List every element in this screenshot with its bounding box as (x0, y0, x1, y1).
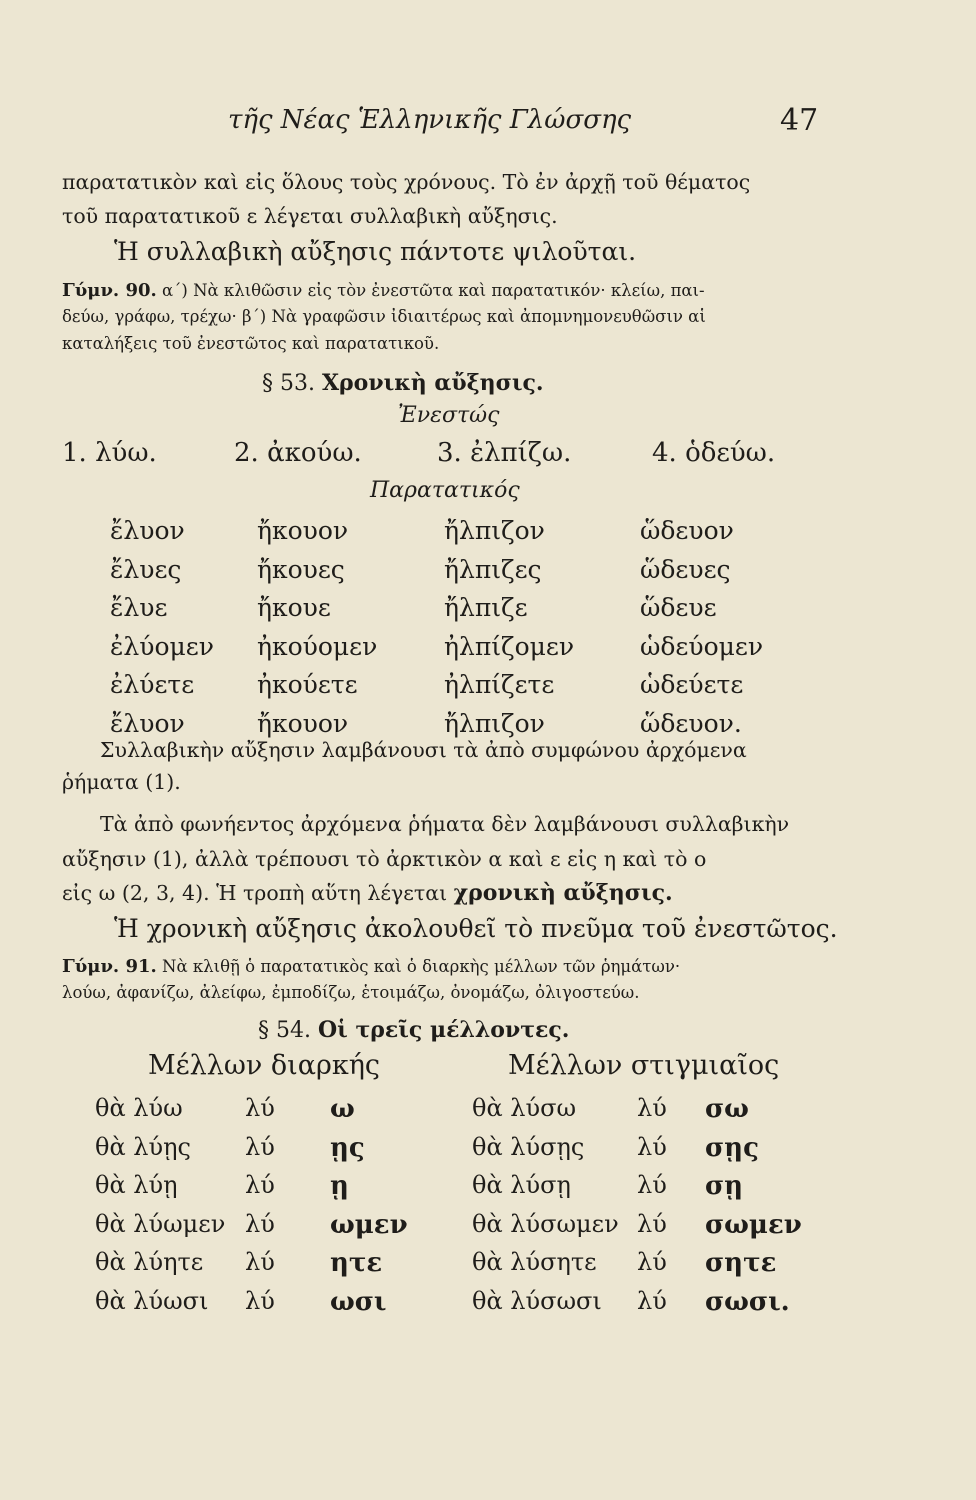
form-cell: ἤκουε (257, 593, 331, 622)
future-simple-ending: σητε (705, 1248, 777, 1278)
verb-heading-4: 4. ὁδεύω. (652, 438, 776, 468)
intro-line-2: τοῦ παρατατικοῦ ε λέγεται συλλαβικὴ αὔξησις. (62, 204, 558, 228)
exercise-91-label: Γύμν. 91. (62, 956, 157, 977)
paragraph-line-3-text: εἰς ω (2, 3, 4). Ἡ τροπὴ αὕτη λέγεται (62, 881, 448, 905)
future-simple-stem: λύ (637, 1248, 667, 1276)
exercise-90-line-1 (62, 280, 705, 301)
section-53-title: Χρονικὴ αὔξησις. (321, 370, 544, 396)
future-simple-form: θὰ λύσῃ (472, 1171, 571, 1199)
future-continuous-form: θὰ λύῃς (95, 1132, 191, 1161)
future-continuous-ending: ητε (330, 1248, 383, 1278)
future-continuous-stem: λύ (245, 1171, 275, 1199)
form-cell: ὥδευες (640, 554, 731, 584)
future-simple-form: θὰ λύσωσι (472, 1286, 602, 1315)
after-table-line-1: Συλλαβικὴν αὔξησιν λαμβάνουσι τὰ ἀπὸ συμφώνου ἀρχόμενα (100, 738, 747, 762)
future-simple-form: θὰ λύσωμεν (472, 1209, 619, 1238)
future-continuous-stem: λύ (245, 1248, 275, 1276)
present-label: Ἐνεστώς (398, 403, 500, 428)
future-continuous-stem: λύ (245, 1286, 275, 1315)
intro-line-1: παρατατικὸν καὶ εἰς ὅλους τοὺς χρόνους. Τὸ ἐν ἀρχῇ τοῦ θέματος (62, 170, 751, 194)
form-cell: ἔλυον (110, 516, 185, 545)
exercise-90-line-2: δεύω, γράφω, τρέχω· β΄) Νὰ γραφῶσιν ἰδιαιτέρως καὶ ἀπομνημονευθῶσιν αἱ (62, 307, 706, 326)
rule-temporal: Ἡ χρονικὴ αὔξησις ἀκολουθεῖ τὸ πνεῦμα τοῦ ἐνεστῶτος. (114, 914, 838, 943)
form-cell: ἤκουον (257, 516, 349, 545)
section-53-heading (262, 370, 544, 396)
future-continuous-form: θὰ λύω (95, 1094, 183, 1122)
exercise-91-text-1: Νὰ κλιθῇ ὁ παρατατικὸς καὶ ὁ διαρκὴς μέλλων τῶν ῥημάτων· (162, 957, 681, 976)
future-continuous-stem: λύ (245, 1132, 275, 1161)
column-akouo (257, 512, 377, 743)
verb-heading-2: 2. ἀκούω. (234, 438, 362, 468)
exercise-90-text-1: α΄) Νὰ κλιθῶσιν εἰς τὸν ἐνεστῶτα καὶ παρατατικόν· κλείω, παι- (162, 281, 705, 300)
future-continuous-stem: λύ (245, 1094, 275, 1122)
term-chroniki-afxisi: χρονικὴ αὔξησις. (453, 880, 673, 906)
paragraph-line-3 (62, 880, 673, 906)
future-simple-stem: λύ (637, 1171, 667, 1199)
paragraph-line-2: αὔξησιν (1), ἀλλὰ τρέπουσι τὸ ἀρκτικὸν α καὶ ε εἰς η καὶ τὸ ο (62, 847, 707, 871)
future-simple-stem: λύ (637, 1209, 667, 1238)
section-54-number: § 54. (258, 1018, 311, 1043)
future-continuous-ending: ῃ (330, 1171, 349, 1201)
exercise-91-line-1 (62, 956, 680, 977)
future-simple-stem: λύ (637, 1094, 667, 1122)
form-cell: ἤλπιζες (444, 554, 542, 584)
future-simple-form: θὰ λύσω (472, 1094, 577, 1122)
future-continuous-heading: Μέλλων διαρκής (148, 1050, 380, 1081)
future-simple-stem: λύ (637, 1286, 667, 1315)
form-cell: ἤκουον (257, 708, 349, 738)
column-lyo (110, 512, 214, 743)
future-simple-ending: σῃς (705, 1132, 759, 1163)
future-continuous-ending: ωμεν (330, 1209, 408, 1240)
form-cell: ἤλπιζον (444, 708, 545, 738)
running-title: τῆς Νέας Ἑλληνικῆς Γλώσσης (228, 105, 632, 135)
form-cell: ἠκούομεν (257, 631, 378, 661)
future-simple-form: θὰ λύσῃς (472, 1132, 585, 1161)
form-cell: ἠλπίζομεν (444, 631, 575, 661)
future-continuous-form: θὰ λύῃ (95, 1171, 178, 1199)
future-continuous-form: θὰ λύωσι (95, 1286, 209, 1315)
future-simple-form: θὰ λύσητε (472, 1248, 597, 1276)
future-continuous-ending: ωσι (330, 1286, 387, 1317)
future-simple-stem: λύ (637, 1132, 667, 1161)
verb-heading-3: 3. ἐλπίζω. (437, 438, 572, 468)
section-53-number: § 53. (262, 371, 315, 396)
form-cell: ἔλυες (110, 554, 182, 584)
future-continuous-ending: ῃς (330, 1132, 365, 1163)
future-simple-ending: σω (705, 1094, 749, 1124)
form-cell: ἐλύομεν (110, 631, 214, 661)
exercise-91-line-2: λούω, ἀφανίζω, ἀλείφω, ἐμποδίζω, ἑτοιμάζω, ὀνομάζω, ὀλιγοστεύω. (62, 983, 640, 1002)
future-continuous-form: θὰ λύωμεν (95, 1209, 226, 1238)
form-cell: ἤλπιζον (444, 516, 545, 545)
form-cell: ὥδευον. (640, 708, 742, 738)
future-continuous-ending: ω (330, 1094, 355, 1124)
after-table-line-2: ῥήματα (1). (62, 770, 181, 794)
future-continuous-form: θὰ λύητε (95, 1248, 204, 1276)
page-number: 47 (780, 103, 819, 138)
form-cell: ὥδευον (640, 516, 734, 545)
column-elpizo (444, 512, 574, 743)
form-cell: ἐλύετε (110, 670, 195, 699)
form-cell: ὥδευε (640, 593, 717, 622)
future-continuous-stem: λύ (245, 1209, 275, 1238)
rule-syllabic: Ἡ συλλαβικὴ αὔξησις πάντοτε ψιλοῦται. (114, 237, 637, 266)
exercise-90-label: Γύμν. 90. (62, 280, 157, 301)
paragraph-line-1: Τὰ ἀπὸ φωνήεντος ἀρχόμενα ῥήματα δὲν λαμβάνουσι συλλαβικὴν (100, 812, 790, 836)
form-cell: ἔλυον (110, 708, 185, 738)
form-cell: ἠλπίζετε (444, 670, 555, 699)
form-cell: ἤκουες (257, 554, 345, 584)
form-cell: ἔλυε (110, 593, 168, 622)
verb-heading-1: 1. λύω. (62, 438, 157, 468)
column-odeuo (640, 512, 763, 743)
future-simple-heading: Μέλλων στιγμιαῖος (508, 1050, 780, 1081)
future-simple-ending: σωμεν (705, 1209, 802, 1240)
imperfect-label: Παρατατικός (370, 478, 520, 503)
form-cell: ὡδεύετε (640, 670, 744, 699)
exercise-90-line-3: καταλήξεις τοῦ ἐνεστῶτος καὶ παρατατικοῦ. (62, 334, 440, 353)
form-cell: ὡδεύομεν (640, 631, 764, 661)
future-simple-ending: σῃ (705, 1171, 744, 1201)
future-simple-ending: σωσι. (705, 1286, 790, 1317)
form-cell: ἠκούετε (257, 670, 358, 699)
section-54-heading (258, 1017, 569, 1043)
section-54-title: Οἱ τρεῖς μέλλοντες. (317, 1017, 570, 1043)
form-cell: ἤλπιζε (444, 593, 528, 622)
